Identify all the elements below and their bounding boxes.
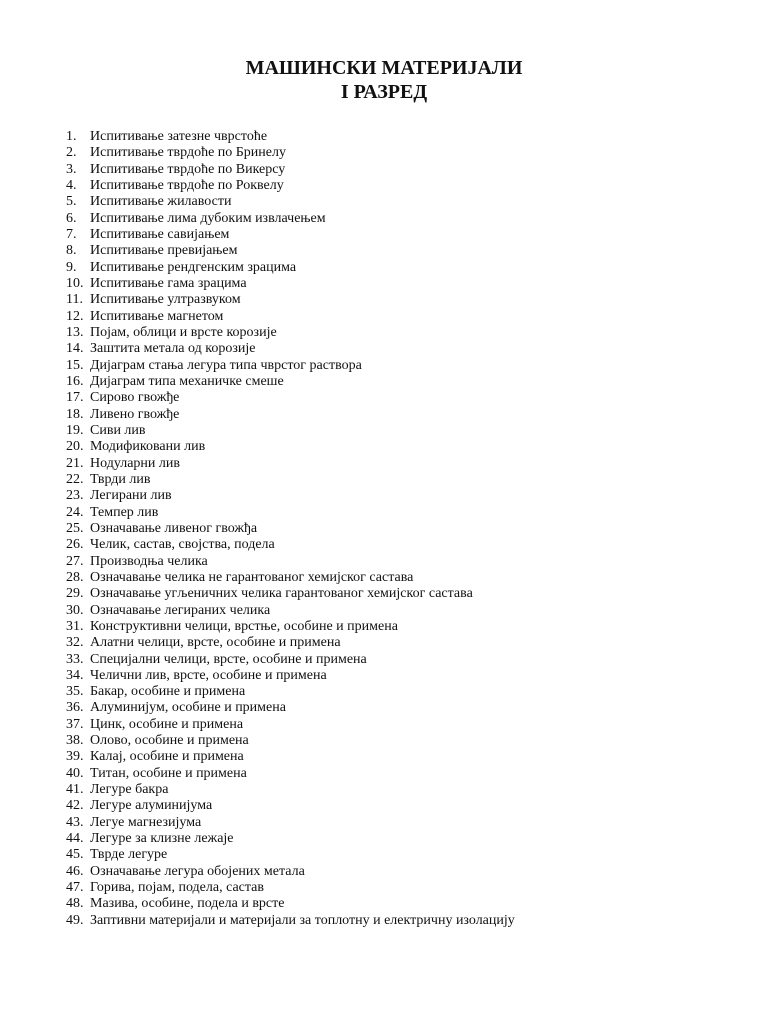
list-item-text: Нодуларни лив — [90, 455, 180, 471]
list-item-number: 16. — [66, 373, 84, 389]
list-item-number: 39. — [66, 749, 84, 765]
list-item — [66, 586, 515, 602]
list-item-text: Ливено гвожђе — [90, 406, 180, 422]
list-item-number: 5. — [66, 194, 77, 210]
list-item-text: Мазива, особине, подела и врсте — [90, 896, 285, 912]
list-item-text: Цинк, особине и примена — [90, 716, 244, 732]
list-item-number: 14. — [66, 341, 84, 357]
list-item — [66, 798, 515, 814]
list-item — [66, 603, 515, 619]
list-item-text: Означавање челика не гарантованог хемијског састава — [90, 569, 414, 585]
topic-list — [66, 129, 515, 929]
list-item — [66, 325, 515, 341]
list-item-number: 30. — [66, 602, 84, 618]
list-item — [66, 423, 515, 439]
list-item — [66, 178, 515, 194]
list-item-number: 37. — [66, 716, 84, 732]
list-item-number: 23. — [66, 488, 84, 504]
list-item-text: Испитивање ултразвуком — [90, 292, 241, 308]
list-item-text: Испитивање рендгенским зрацима — [90, 259, 297, 275]
list-item — [66, 488, 515, 504]
list-item-text: Испитивање затезне чврстоће — [90, 129, 268, 144]
list-item — [66, 635, 515, 651]
list-item-number: 4. — [66, 177, 77, 193]
list-item-number: 43. — [66, 814, 84, 830]
list-item — [66, 782, 515, 798]
list-item — [66, 276, 515, 292]
list-item-number: 32. — [66, 635, 84, 651]
list-item — [66, 145, 515, 161]
list-item-number: 40. — [66, 765, 84, 781]
list-item-text: Челик, састав, својства, подела — [90, 537, 275, 553]
list-item-text: Легуре алуминијума — [90, 798, 213, 814]
list-item — [66, 652, 515, 668]
list-item-number: 34. — [66, 667, 84, 683]
list-item-text: Испитивање магнетом — [90, 308, 224, 324]
list-item-text: Дијаграм стања легура типа чврстог раствора — [90, 357, 362, 373]
list-item-text: Тврди лив — [90, 471, 151, 487]
list-item-number: 25. — [66, 520, 84, 536]
list-item-number: 19. — [66, 422, 84, 438]
list-item — [66, 292, 515, 308]
list-item — [66, 162, 515, 178]
list-item — [66, 831, 515, 847]
list-item-text: Означавање угљеничних челика гарантованог хемијског састава — [90, 586, 473, 602]
list-item-text: Специјални челици, врсте, особине и примена — [90, 651, 367, 667]
list-item-number: 41. — [66, 782, 84, 798]
document-title: МАШИНСКИ МАТЕРИЈАЛИ — [245, 57, 523, 79]
list-item — [66, 717, 515, 733]
list-item-text: Испитивање савијањем — [90, 226, 230, 242]
list-item-number: 42. — [66, 798, 84, 814]
list-item-text: Производња челика — [90, 553, 208, 569]
list-item-number: 29. — [66, 586, 84, 602]
list-item — [66, 227, 515, 243]
list-item-number: 13. — [66, 324, 84, 340]
list-item-text: Означавање ливеног гвожђа — [90, 520, 258, 536]
list-item-number: 11. — [66, 292, 83, 308]
list-item — [66, 880, 515, 896]
list-item-number: 24. — [66, 504, 84, 520]
list-item-text: Означавање легура обојених метала — [90, 863, 305, 879]
list-item-number: 47. — [66, 880, 84, 896]
list-item-text: Горива, појам, подела, састав — [90, 880, 265, 896]
list-item-text: Дијаграм типа механичке смеше — [90, 373, 284, 389]
list-item — [66, 456, 515, 472]
list-item-text: Испитивање тврдоће по Бринелу — [90, 145, 286, 161]
list-item — [66, 537, 515, 553]
list-item-text: Испитивање тврдоће по Роквелу — [90, 177, 284, 193]
list-item — [66, 341, 515, 357]
list-item-number: 36. — [66, 700, 84, 716]
list-item-text: Означавање легираних челика — [90, 602, 271, 618]
list-item-text: Челични лив, врсте, особине и примена — [90, 667, 327, 683]
list-item — [66, 619, 515, 635]
list-item-text: Алатни челици, врсте, особине и примена — [90, 635, 341, 651]
list-item-number: 35. — [66, 684, 84, 700]
list-item-number: 8. — [66, 243, 77, 259]
list-item — [66, 815, 515, 831]
list-item — [66, 407, 515, 423]
list-item-number: 20. — [66, 439, 84, 455]
list-item-text: Легуре за клизне лежаје — [90, 831, 234, 847]
list-item-number: 3. — [66, 161, 77, 177]
list-item-text: Заштита метала од корозије — [90, 341, 256, 357]
list-item-text: Олово, особине и примена — [90, 733, 249, 749]
list-item-text: Сирово гвожђе — [90, 390, 180, 406]
list-item-number: 15. — [66, 357, 84, 373]
list-item-number: 7. — [66, 226, 77, 242]
list-item — [66, 847, 515, 863]
list-item-text: Испитивање тврдоће по Викерсу — [90, 161, 286, 177]
list-item-number: 18. — [66, 406, 84, 422]
list-item-text: Испитивање жилавости — [90, 194, 232, 210]
list-item-text: Калај, особине и примена — [90, 749, 244, 765]
list-item — [66, 390, 515, 406]
list-item-number: 27. — [66, 553, 84, 569]
list-item — [66, 194, 515, 210]
list-item-text: Тврде легуре — [90, 847, 168, 863]
list-item-text: Заптивни материјали и материјали за топлотну и електричну изолацију — [90, 912, 515, 928]
list-item — [66, 913, 515, 929]
list-item — [66, 243, 515, 259]
list-item — [66, 505, 515, 521]
list-item-text: Испитивање гама зрацима — [90, 275, 247, 291]
list-item — [66, 749, 515, 765]
list-item-text: Алуминијум, особине и примена — [90, 700, 286, 716]
list-item — [66, 472, 515, 488]
list-item-number: 6. — [66, 210, 77, 226]
list-item-text: Титан, особине и примена — [90, 765, 247, 781]
list-item-number: 2. — [66, 145, 77, 161]
list-item-number: 48. — [66, 896, 84, 912]
list-item-text: Испитивање превијањем — [90, 243, 238, 259]
list-item — [66, 374, 515, 390]
list-item-text: Сиви лив — [90, 422, 146, 438]
list-item-text: Легирани лив — [90, 488, 172, 504]
list-item-number: 10. — [66, 275, 84, 291]
list-item-text: Темпер лив — [90, 504, 159, 520]
list-item-text: Модификовани лив — [90, 439, 206, 455]
list-item-text: Бакар, особине и примена — [90, 684, 246, 700]
list-item-text: Појам, облици и врсте корозије — [90, 324, 277, 340]
list-item-text: Легуе магнезијума — [90, 814, 202, 830]
list-item-text: Легуре бакра — [90, 782, 169, 798]
list-item — [66, 668, 515, 684]
list-item-number: 1. — [66, 129, 77, 144]
list-item-number: 28. — [66, 569, 84, 585]
list-item-number: 12. — [66, 308, 84, 324]
list-item-number: 45. — [66, 847, 84, 863]
list-item — [66, 358, 515, 374]
list-item-text: Конструктивни челици, врстње, особине и примена — [90, 618, 398, 634]
list-item-number: 9. — [66, 259, 77, 275]
list-item — [66, 684, 515, 700]
list-item — [66, 309, 515, 325]
list-item — [66, 521, 515, 537]
list-item-number: 22. — [66, 471, 84, 487]
list-item-number: 26. — [66, 537, 84, 553]
list-item-number: 46. — [66, 863, 84, 879]
list-item-text: Испитивање лима дубоким извлачењем — [90, 210, 326, 226]
list-item — [66, 211, 515, 227]
list-item — [66, 439, 515, 455]
list-item-number: 38. — [66, 733, 84, 749]
list-item — [66, 570, 515, 586]
list-item — [66, 700, 515, 716]
list-item — [66, 129, 515, 145]
list-item — [66, 766, 515, 782]
list-item-number: 33. — [66, 651, 84, 667]
list-item-number: 21. — [66, 455, 84, 471]
list-item-number: 44. — [66, 831, 84, 847]
document-subtitle: I РАЗРЕД — [340, 81, 428, 103]
list-item-number: 31. — [66, 618, 84, 634]
list-item-number: 49. — [66, 912, 84, 928]
list-item — [66, 896, 515, 912]
list-item-number: 17. — [66, 390, 84, 406]
list-item — [66, 733, 515, 749]
list-item — [66, 260, 515, 276]
list-item — [66, 864, 515, 880]
list-item — [66, 554, 515, 570]
